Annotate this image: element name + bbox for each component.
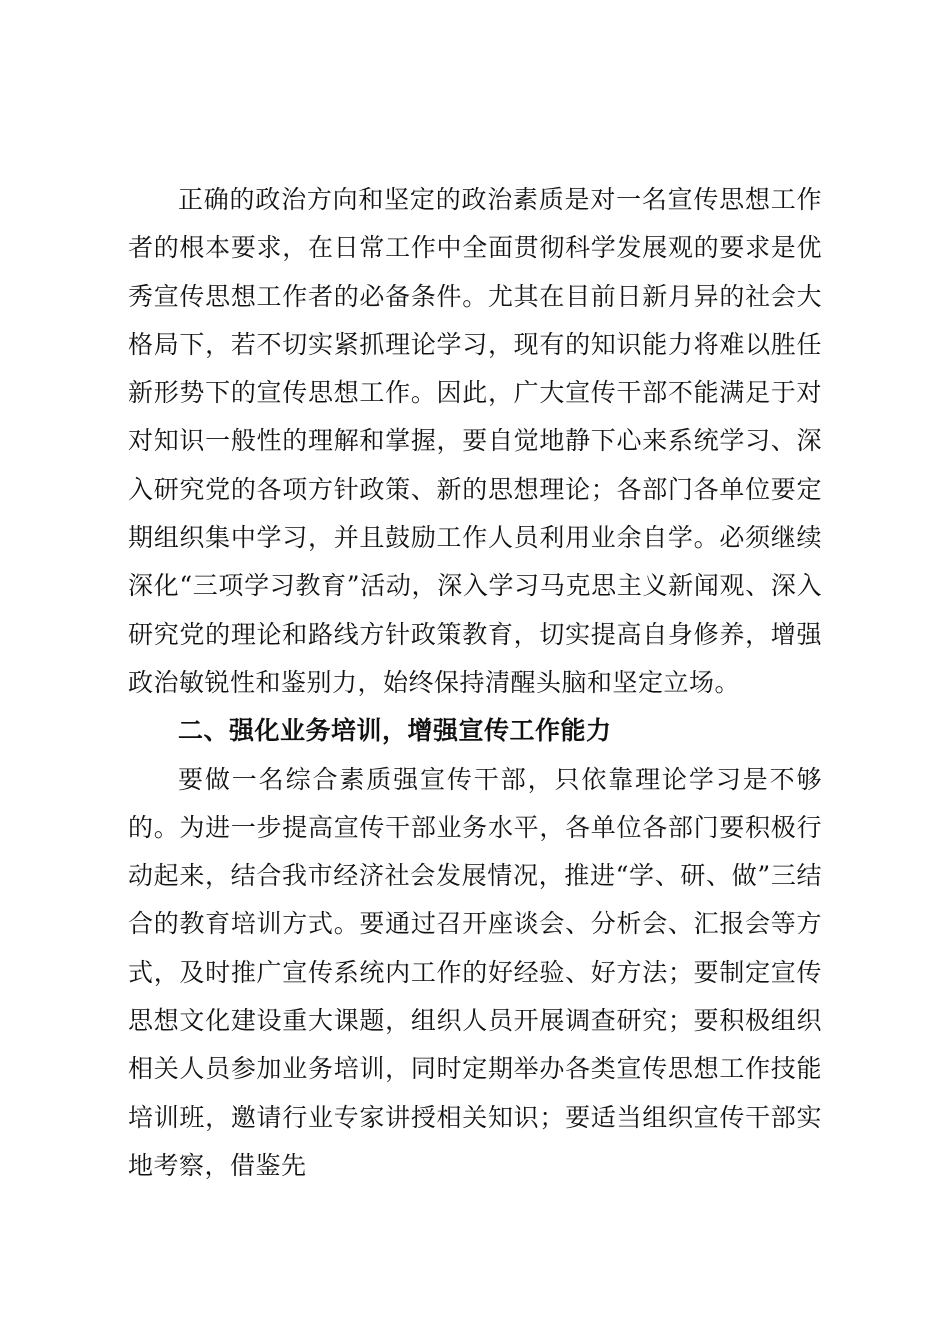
document-body [128,176,822,1190]
body-paragraph: 要做一名综合素质强宣传干部，只依靠理论学习是不够的。为进一步提高宣传干部业务水平，各单位各部门要积极行动起来，结合我市经济社会发展情况，推进“学、研、做”三结合的教育培训方式。要通过召开座谈会、分析会、汇报会等方式，及时推广宣传系统内工作的好经验、好方法；要制定宣传思想文化建设重大课题，组织人员开展调查研究；要积极组织相关人员参加业务培训，同时定期举办各类宣传思想工作技能培训班，邀请行业专家讲授相关知识；要适当组织宣传干部实地考察，借鉴先 [128,764,822,1180]
section-heading: 二、强化业务培训，增强宣传工作能力 [178,716,612,746]
body-paragraph: 正确的政治方向和坚定的政治素质是对一名宣传思想工作者的根本要求，在日常工作中全面贯彻科学发展观的要求是优秀宣传思想工作者的必备条件。尤其在目前日新月异的社会大格局下，若不切实紧抓理论学习，现有的知识能力将难以胜任新形势下的宣传思想工作。因此，广大宣传干部不能满足于对对知识一般性的理解和掌握，要自觉地静下心来系统学习、深入研究党的各项方针政策、新的思想理论；各部门各单位要定期组织集中学习，并且鼓励工作人员利用业余自学。必须继续深化“三项学习教育”活动，深入学习马克思主义新闻观、深入研究党的理论和路线方针政策教育，切实提高自身修养，增强政治敏锐性和鉴别力，始终保持清醒头脑和坚定立场。 [128,185,822,697]
